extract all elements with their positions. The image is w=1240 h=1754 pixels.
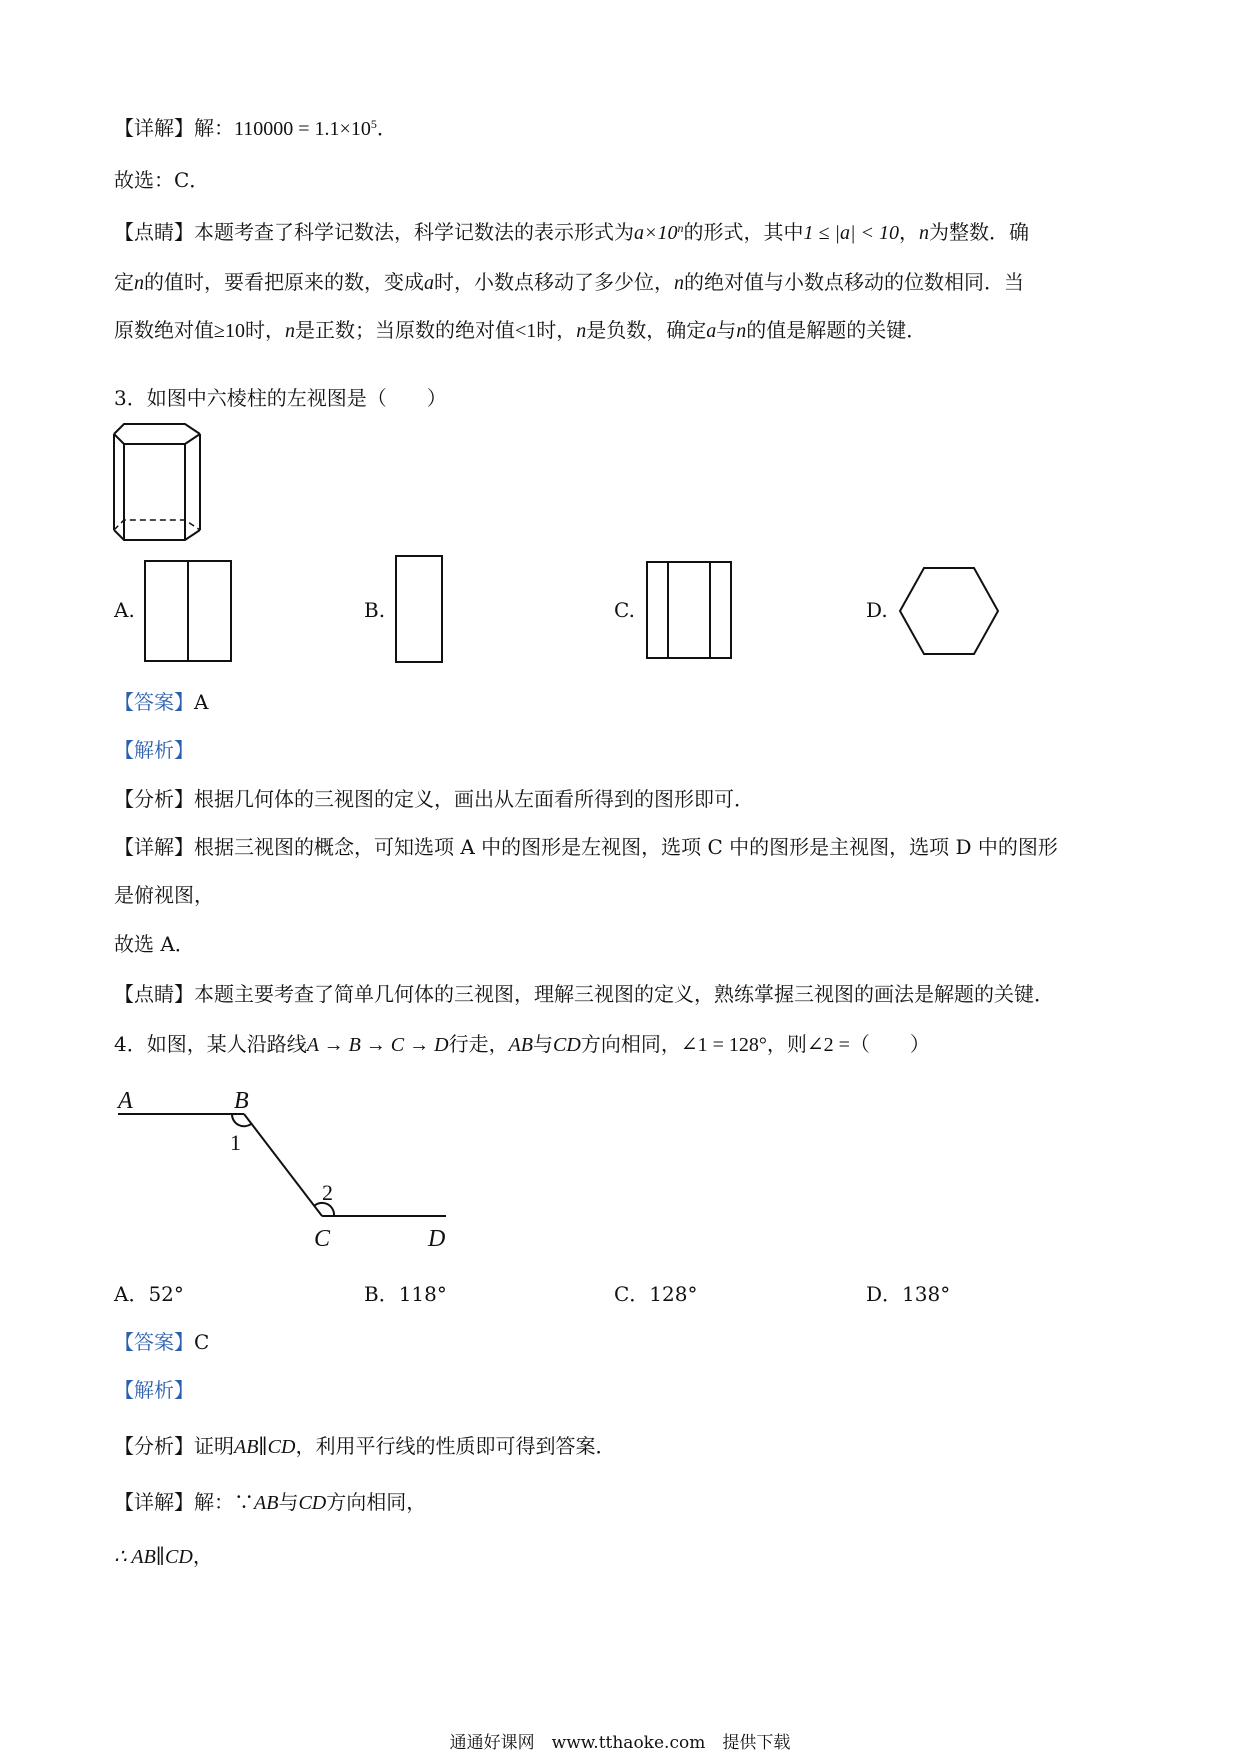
fenxi-4: 【分析】证明AB∥CD，利用平行线的性质即可得到答案． xyxy=(114,1434,616,1458)
conclusion-line: 故选：C． xyxy=(114,168,210,192)
jiexi-3: 【解析】 xyxy=(114,738,194,762)
point-a-label: A xyxy=(118,1088,133,1114)
dianjing-line-3: 原数绝对值≥10时，n是正数；当原数的绝对值<1时，n是负数，确定a与n的值是解题的关键． xyxy=(114,318,927,342)
segment-bc xyxy=(244,1114,322,1216)
xiangjie-3: 【详解】根据三视图的概念，可知选项 A 中的图形是左视图，选项 C 中的图形是主视图，选项 D 中的图形 xyxy=(114,835,1058,859)
point-c-label: C xyxy=(314,1226,331,1252)
angle-1-label: 1 xyxy=(230,1130,241,1155)
answer-4: 【答案】C xyxy=(114,1330,210,1354)
option-c-figure xyxy=(646,561,736,661)
q4-option-a: A．52° xyxy=(114,1282,184,1306)
q4-option-c: C．128° xyxy=(614,1282,698,1306)
q4-option-b: B．118° xyxy=(364,1282,447,1306)
route-figure xyxy=(110,1080,470,1250)
question-4: 4．如图，某人沿路线A → B → C → D行走，AB与CD方向相同，∠1 = 128°，则∠2 =（ ） xyxy=(114,1032,930,1056)
fenxi-3: 【分析】根据几何体的三视图的定义，画出从左面看所得到的图形即可． xyxy=(114,787,754,811)
option-a-figure xyxy=(144,560,234,664)
option-b-figure xyxy=(395,555,445,665)
xiangjie-3-cont: 是俯视图， xyxy=(114,883,214,907)
point-d-label: D xyxy=(428,1226,446,1252)
dianjing-line-1: 【点睛】本题考查了科学记数法，科学记数法的表示形式为$a\times 10^n$的形式，其中1 ≤ |a| < 10，n为整数．确 xyxy=(114,220,1029,244)
jiexi-4: 【解析】 xyxy=(114,1378,194,1402)
q4-option-d: D．138° xyxy=(866,1282,951,1306)
option-b-label: B. xyxy=(364,598,386,622)
option-d-hexagon xyxy=(898,566,1002,658)
page-footer: 通通好课网 www.tthaoke.com 提供下载 xyxy=(449,1733,791,1753)
therefore-line: ∴ AB∥CD， xyxy=(114,1544,213,1568)
hexagonal-prism-figure xyxy=(110,420,210,550)
angle-2-label: 2 xyxy=(322,1180,333,1205)
question-3: 3．如图中六棱柱的左视图是（ ） xyxy=(114,386,447,410)
detail-line-1: 【详解】解：$110000 = 1.1\times 10^5$． xyxy=(114,116,397,140)
dianjing-line-2: 定n的值时，要看把原来的数，变成a时，小数点移动了多少位，n的绝对值与小数点移动的位数相同．当 xyxy=(114,270,1024,294)
option-d-label: D. xyxy=(866,598,888,622)
conclusion-3: 故选 A． xyxy=(114,932,195,956)
option-a-label: A. xyxy=(114,598,135,622)
option-c-label: C. xyxy=(614,598,635,622)
answer-3: 【答案】A xyxy=(114,690,209,714)
point-b-label: B xyxy=(234,1088,249,1114)
dianjing-3: 【点睛】本题主要考查了简单几何体的三视图，理解三视图的定义，熟练掌握三视图的画法是解题的关键． xyxy=(114,982,1054,1006)
xiangjie-4: 【详解】解：∵AB与CD方向相同， xyxy=(114,1490,427,1514)
